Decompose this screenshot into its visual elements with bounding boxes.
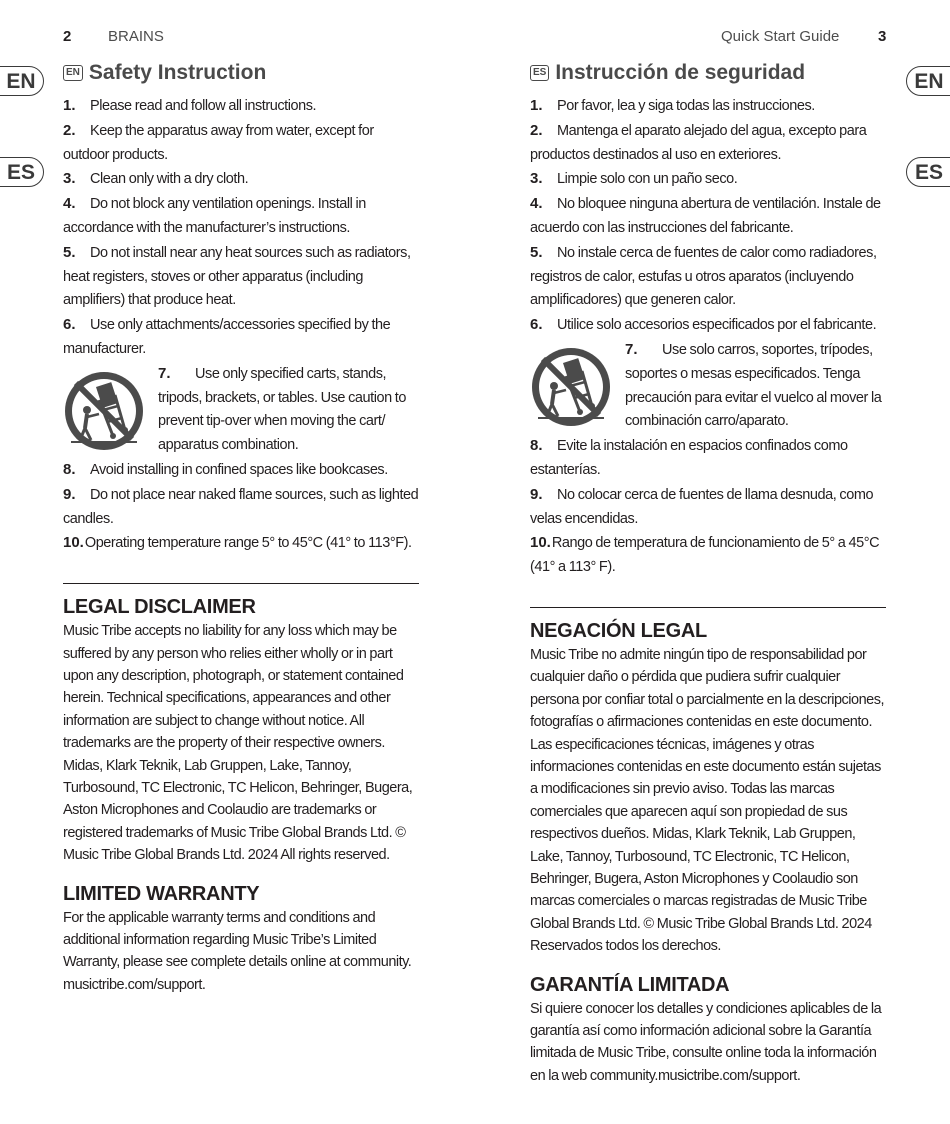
- safety-item: 9. No colocar cerca de fuentes de llama desnuda, como velas encendidas.: [530, 485, 874, 527]
- warranty-title: LIMITED WARRANTY: [63, 882, 260, 905]
- safety-item: 5. Do not install near any heat sources such as radiators, heat registers, stoves or other apparatus (including amplifiers) that produce heat.: [63, 243, 411, 309]
- safety-item: 1. Please read and follow all instructions.: [63, 97, 317, 114]
- safety-item: 10.Operating temperature range 5° to 45°C (41° to 113°F).: [63, 534, 412, 552]
- language-flag-icon: EN: [63, 65, 83, 81]
- safety-item: 7. Use only specified carts, stands, tripods, brackets, or tables. Use caution to prevent tip-over when moving the cart/ apparatus combination.: [158, 364, 406, 454]
- safety-title: Instrucción de seguridad: [555, 61, 806, 84]
- language-flag-icon: ES: [530, 65, 549, 81]
- safety-heading: [63, 58, 419, 88]
- legal-text: Music Tribe accepts no liability for any loss which may be suffered by any person who relies either wholly or in part upon any description, photograph, or statement contained herein. Technical specifications, appearances and other information are subject to change without notice. All trademarks are the property of their respective owners. Midas, Klark Teknik, Lab Gruppen, Lake, Tannoy, Turbosound, TC Electronic, TC Helicon, Behringer, Bugera, Aston Microphones and Coolaudio are trademarks or registered trademarks of Music Tribe Global Brands Ltd. © Music Tribe Global Brands Ltd. 2024 All rights reserved.: [63, 623, 413, 864]
- legal-title: LEGAL DISCLAIMER: [63, 596, 256, 619]
- right-column: [530, 58, 886, 1087]
- cart-warning-row: [63, 362, 419, 458]
- cart-tipover-warning-icon: [530, 346, 612, 428]
- safety-item: 1. Por favor, lea y siga todas las instrucciones.: [530, 97, 815, 114]
- safety-list: [63, 94, 419, 556]
- section-divider: [63, 583, 419, 584]
- left-column: [63, 58, 419, 996]
- right-page: [475, 0, 950, 1124]
- page-number: 3: [878, 28, 887, 45]
- language-tab-en[interactable]: EN: [906, 66, 950, 96]
- warranty-text: Si quiere conocer los detalles y condiciones aplicables de la garantía así como información adicional sobre la Garantía limitada de Music Tribe, consulte online toda la información en la web community.musictribe.com/support.: [530, 1000, 882, 1084]
- safety-item: 4. Do not block any ventilation openings. Install in accordance with the manufacturer’s instructions.: [63, 195, 366, 236]
- safety-item: 5. No instale cerca de fuentes de calor como radiadores, registros de calor, estufas u otros aparatos (incluyendo amplificadores) que generen calor.: [530, 243, 877, 309]
- language-tab-es[interactable]: ES: [906, 157, 950, 187]
- running-head: Quick Start Guide: [721, 28, 840, 45]
- legal-title: NEGACIÓN LEGAL: [530, 619, 707, 642]
- safety-item: 8. Avoid installing in confined spaces like bookcases.: [63, 460, 388, 478]
- cart-tipover-warning-icon: [63, 370, 145, 452]
- safety-heading: [530, 58, 886, 88]
- safety-item: 9. Do not place near naked flame sources, such as lighted candles.: [63, 485, 419, 527]
- safety-item: 7. Use solo carros, soportes, trípodes, soportes o mesas especificados. Tenga precaución para evitar el vuelco al mover la combinación carro/aparato.: [625, 340, 882, 430]
- safety-item: 10.Rango de temperatura de funcionamiento de 5° a 45°C (41° a 113° F).: [530, 534, 880, 576]
- warranty-text: For the applicable warranty terms and conditions and additional information regarding Music Tribe’s Limited Warranty, please see complete details online at community. musictribe.com/support.: [63, 909, 412, 993]
- warranty-title: GARANTÍA LIMITADA: [530, 973, 730, 996]
- safety-item: 3. Clean only with a dry cloth.: [63, 170, 249, 188]
- safety-title: Safety Instruction: [88, 61, 267, 84]
- safety-item: 4. No bloquee ninguna abertura de ventilación. Instale de acuerdo con las instrucciones del fabricante.: [530, 195, 881, 236]
- page-number: 2: [63, 28, 72, 45]
- safety-item: 2. Keep the apparatus away from water, except for outdoor products.: [63, 121, 374, 163]
- language-tab-es[interactable]: ES: [0, 157, 44, 187]
- safety-item: 6. Utilice solo accesorios especificados por el fabricante.: [530, 316, 877, 334]
- language-tab-en[interactable]: EN: [0, 66, 44, 96]
- safety-item: 2. Mantenga el aparato alejado del agua, excepto para productos destinados al uso en exteriores.: [530, 121, 867, 163]
- cart-warning-row: [530, 338, 886, 434]
- safety-item: 6. Use only attachments/accessories specified by the manufacturer.: [63, 316, 391, 357]
- section-divider: [530, 607, 886, 608]
- safety-item: 8. Evite la instalación en espacios confinados como estanterías.: [530, 437, 848, 478]
- running-head: BRAINS: [108, 28, 164, 45]
- legal-text: Music Tribe no admite ningún tipo de responsabilidad por cualquier daño o pérdida que pudiera sufrir cualquier persona por confiar total o parcialmente en la descripciones, fotografías o afirmaciones contenidas en este documento. Las especificaciones técnicas, imágenes y otras informaciones contenidas en este documento están sujetas a modificaciones sin previo aviso. Todas las marcas comerciales que aparecen aquí son propiedad de sus respectivos dueños. Midas, Klark Teknik, Lab Gruppen, Lake, Tannoy, Turbosound, TC Electronic, TC Helicon, Behringer, Bugera, Aston Microphones y Coolaudio son marcas comerciales o marcas registradas de Music Tribe Global Brands Ltd. © Music Tribe Global Brands Ltd. 2024 Reservados todos los derechos.: [530, 646, 884, 955]
- safety-item: 3. Limpie solo con un paño seco.: [530, 170, 738, 188]
- safety-list: [530, 94, 886, 580]
